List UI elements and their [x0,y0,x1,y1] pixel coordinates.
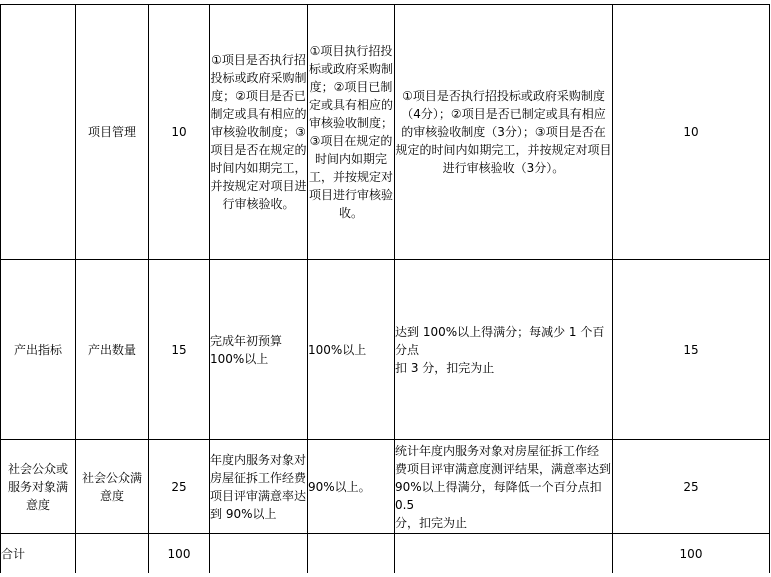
total-label-cell: 合计 [1,534,76,574]
indicator-cell: 社会公众或 服务对象满 意度 [1,440,76,534]
indicator-cell: 产出指标 [1,260,76,440]
indicator-cell [1,5,76,260]
weight-cell: 25 [149,440,210,534]
target-b-cell [308,534,395,574]
target-b-cell: 100%以上 [308,260,395,440]
sub-indicator-cell: 社会公众满 意度 [76,440,149,534]
criteria-cell [395,534,613,574]
table-row [1,534,770,574]
criteria-cell: 统计年度内服务对象对房屋征拆工作经 费项目评审满意度测评结果，满意率达到 90%以上得满分，每降低一个百分点扣 0.5 分，扣完为止 [395,440,613,534]
target-a-cell: 年度内服务对象对 房屋征拆工作经费 项目评审满意率达 到 90%以上 [210,440,308,534]
target-b-cell: 90%以上。 [308,440,395,534]
target-a-cell: 完成年初预算 100%以上 [210,260,308,440]
weight-cell: 10 [149,5,210,260]
score-cell: 25 [613,440,770,534]
table-row [1,260,770,440]
score-cell: 100 [613,534,770,574]
criteria-cell: 达到 100%以上得满分；每减少 1 个百分点 扣 3 分，扣完为止 [395,260,613,440]
score-cell: 15 [613,260,770,440]
sub-indicator-cell [76,534,149,574]
target-b-cell: ①项目执行招投 标或政府采购制 度；②项目已制 定或具有相应的 审核验收制度； ③项目在规定的 时间内如期完 工，并按规定对 项目进行审核验 收。 [308,5,395,260]
table-row [1,5,770,260]
sub-indicator-cell: 产出数量 [76,260,149,440]
target-a-cell: ①项目是否执行招 投标或政府采购制 度；②项目是否已 制定或具有相应的 审核验收制度；③ 项目是否在规定的 时间内如期完工， 并按规定对项目进 行审核验收。 [210,5,308,260]
target-a-cell [210,534,308,574]
page-bottom-edge [0,573,771,577]
weight-cell: 100 [149,534,210,574]
weight-cell: 15 [149,260,210,440]
score-cell: 10 [613,5,770,260]
sub-indicator-cell: 项目管理 [76,5,149,260]
criteria-cell: ①项目是否执行招投标或政府采购制度 （4分）；②项目是否已制定或具有相应 的审核验收制度（3分）；③项目是否在 规定的时间内如期完工，并按规定对项目 进行审核验收（3分）。 [395,5,613,260]
table-row [1,440,770,534]
evaluation-table [0,4,770,574]
